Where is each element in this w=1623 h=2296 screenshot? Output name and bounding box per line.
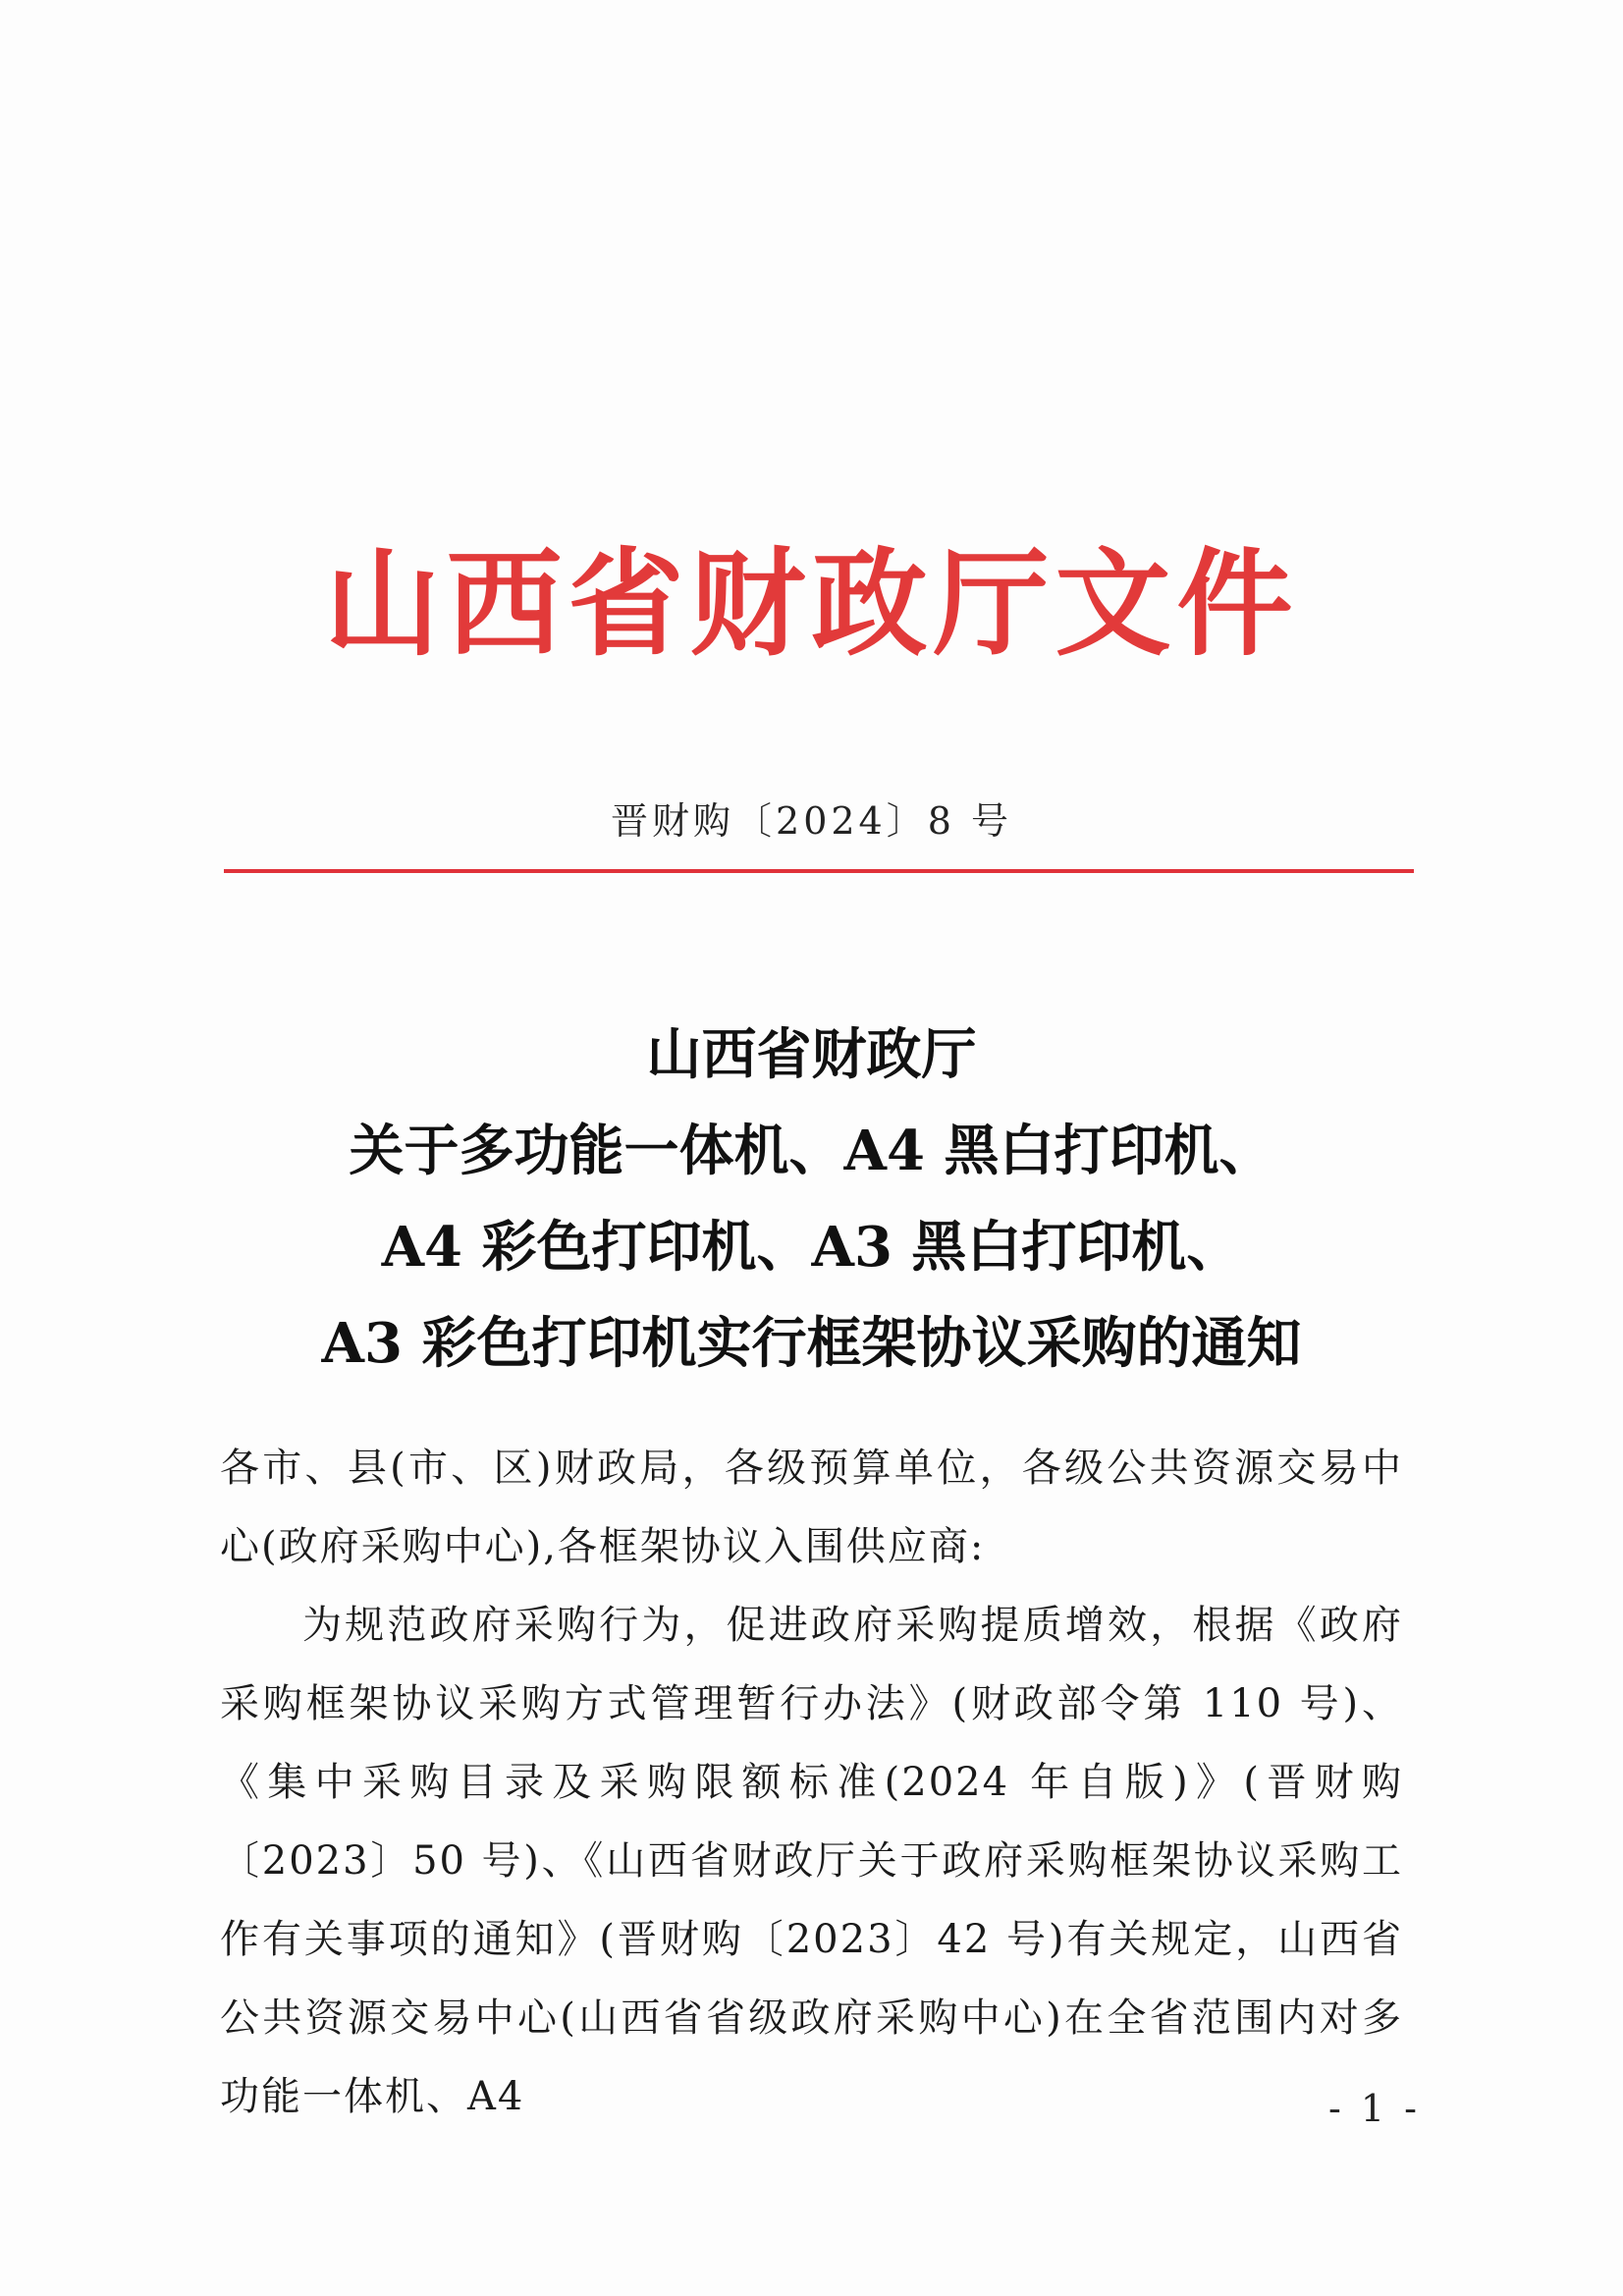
title-line-2: 关于多功能一体机、A4 黑白打印机、 bbox=[349, 1119, 1274, 1183]
title-line-3: A4 彩色打印机、A3 黑白打印机、 bbox=[381, 1215, 1242, 1280]
title-line-issuer: 山西省财政厅 bbox=[646, 1022, 977, 1087]
page-number: - 1 - bbox=[1327, 2087, 1421, 2130]
title-line-4: A3 彩色打印机实行框架协议采购的通知 bbox=[321, 1311, 1302, 1376]
body-paragraph: 为规范政府采购行为，促进政府采购提质增效，根据《政府采购框架协议采购方式管理暂行办法》(财政部令第 110 号)、《集中采购目录及采购限额标准(2024 年自版)》(晋财购〔2023〕50 号)、《山西省财政厅关于政府采购框架协议采购工作有关事项的通知》(晋财购〔2023〕42 号)有关规定，山西省公共资源交易中心(山西省省级政府采购中心)在全省范围内对多功能一体机、A4 bbox=[220, 1603, 1403, 2119]
red-divider-rule bbox=[224, 869, 1414, 873]
notice-body bbox=[220, 1429, 1403, 2136]
document-number: 晋财购〔2024〕8 号 bbox=[611, 799, 1012, 843]
addressee-paragraph: 各市、县(市、区)财政局，各级预算单位，各级公共资源交易中心(政府采购中心),各框架协议入围供应商: bbox=[220, 1446, 1403, 1569]
masthead-title: 山西省财政厅文件 bbox=[324, 535, 1299, 672]
notice-title bbox=[0, 1007, 1623, 1392]
